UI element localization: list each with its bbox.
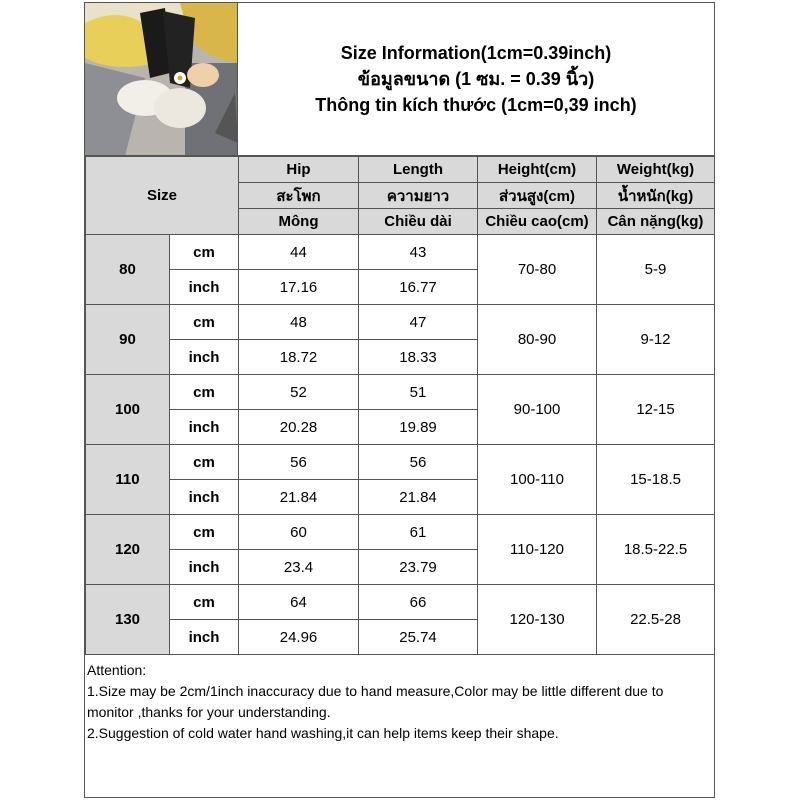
length-inch-value: 21.84 [359,480,478,515]
hip-cm-value: 52 [239,375,359,410]
col-height-vi: Chiều cao(cm) [478,209,597,235]
hip-inch-value: 21.84 [239,480,359,515]
length-inch-value: 25.74 [359,620,478,655]
hip-cm-value: 60 [239,515,359,550]
unit-cm: cm [170,445,239,480]
hip-cm-value: 56 [239,445,359,480]
unit-inch: inch [170,620,239,655]
weight-range: 5-9 [597,235,715,305]
length-inch-value: 18.33 [359,340,478,375]
size-chart-sheet [84,2,715,798]
weight-range: 12-15 [597,375,715,445]
unit-cm: cm [170,585,239,620]
size-label: 120 [86,515,170,585]
notes-title: Attention: [87,662,147,678]
col-weight-vi: Cân nặng(kg) [597,209,715,235]
weight-range: 22.5-28 [597,585,715,655]
col-hip-th: สะโพก [239,183,359,209]
length-inch-value: 23.79 [359,550,478,585]
table-row [86,585,715,620]
length-inch-value: 16.77 [359,270,478,305]
table-row [86,235,715,270]
height-range: 80-90 [478,305,597,375]
unit-cm: cm [170,305,239,340]
height-range: 90-100 [478,375,597,445]
hip-inch-value: 23.4 [239,550,359,585]
unit-inch: inch [170,550,239,585]
hip-cm-value: 64 [239,585,359,620]
unit-inch: inch [170,340,239,375]
weight-range: 18.5-22.5 [597,515,715,585]
size-table [85,156,715,655]
size-column-title: Size [86,157,239,235]
col-weight-en: Weight(kg) [597,157,715,183]
length-cm-value: 61 [359,515,478,550]
length-cm-value: 43 [359,235,478,270]
col-height-th: ส่วนสูง(cm) [478,183,597,209]
hip-inch-value: 18.72 [239,340,359,375]
length-cm-value: 66 [359,585,478,620]
length-inch-value: 19.89 [359,410,478,445]
height-range: 100-110 [478,445,597,515]
weight-range: 9-12 [597,305,715,375]
size-label: 100 [86,375,170,445]
hip-cm-value: 48 [239,305,359,340]
size-label: 110 [86,445,170,515]
table-row [86,305,715,340]
unit-inch: inch [170,480,239,515]
hip-inch-value: 20.28 [239,410,359,445]
col-hip-vi: Mông [239,209,359,235]
product-photo-illustration [85,3,238,156]
col-hip-en: Hip [239,157,359,183]
length-cm-value: 47 [359,305,478,340]
hip-inch-value: 24.96 [239,620,359,655]
notes-line-1: 1.Size may be 2cm/1inch inaccuracy due to hand measure,Color may be little different due to monitor ,thanks for your understanding. [87,683,664,720]
col-length-en: Length [359,157,478,183]
size-label: 80 [86,235,170,305]
table-row [86,515,715,550]
attention-notes [85,660,714,744]
height-range: 110-120 [478,515,597,585]
length-cm-value: 51 [359,375,478,410]
notes-line-2: 2.Suggestion of cold water hand washing,it can help items keep their shape. [87,725,559,741]
header-english: Size Information(1cm=0.39inch) [340,43,612,63]
height-range: 70-80 [478,235,597,305]
header-thai: ข้อมูลขนาด (1 ซม. = 0.39 นิ้ว) [357,69,595,89]
unit-cm: cm [170,375,239,410]
col-length-vi: Chiều dài [359,209,478,235]
length-cm-value: 56 [359,445,478,480]
size-label: 90 [86,305,170,375]
unit-cm: cm [170,515,239,550]
table-header-row-en [86,157,715,183]
size-information-header [238,3,714,156]
unit-inch: inch [170,410,239,445]
table-row [86,375,715,410]
hip-inch-value: 17.16 [239,270,359,305]
header-vietnamese: Thông tin kích thước (1cm=0,39 inch) [315,95,637,115]
col-height-en: Height(cm) [478,157,597,183]
height-range: 120-130 [478,585,597,655]
weight-range: 15-18.5 [597,445,715,515]
unit-inch: inch [170,270,239,305]
product-photo [85,3,238,156]
col-length-th: ความยาว [359,183,478,209]
size-label: 130 [86,585,170,655]
unit-cm: cm [170,235,239,270]
hip-cm-value: 44 [239,235,359,270]
table-row [86,445,715,480]
col-weight-th: น้ำหนัก(kg) [597,183,715,209]
